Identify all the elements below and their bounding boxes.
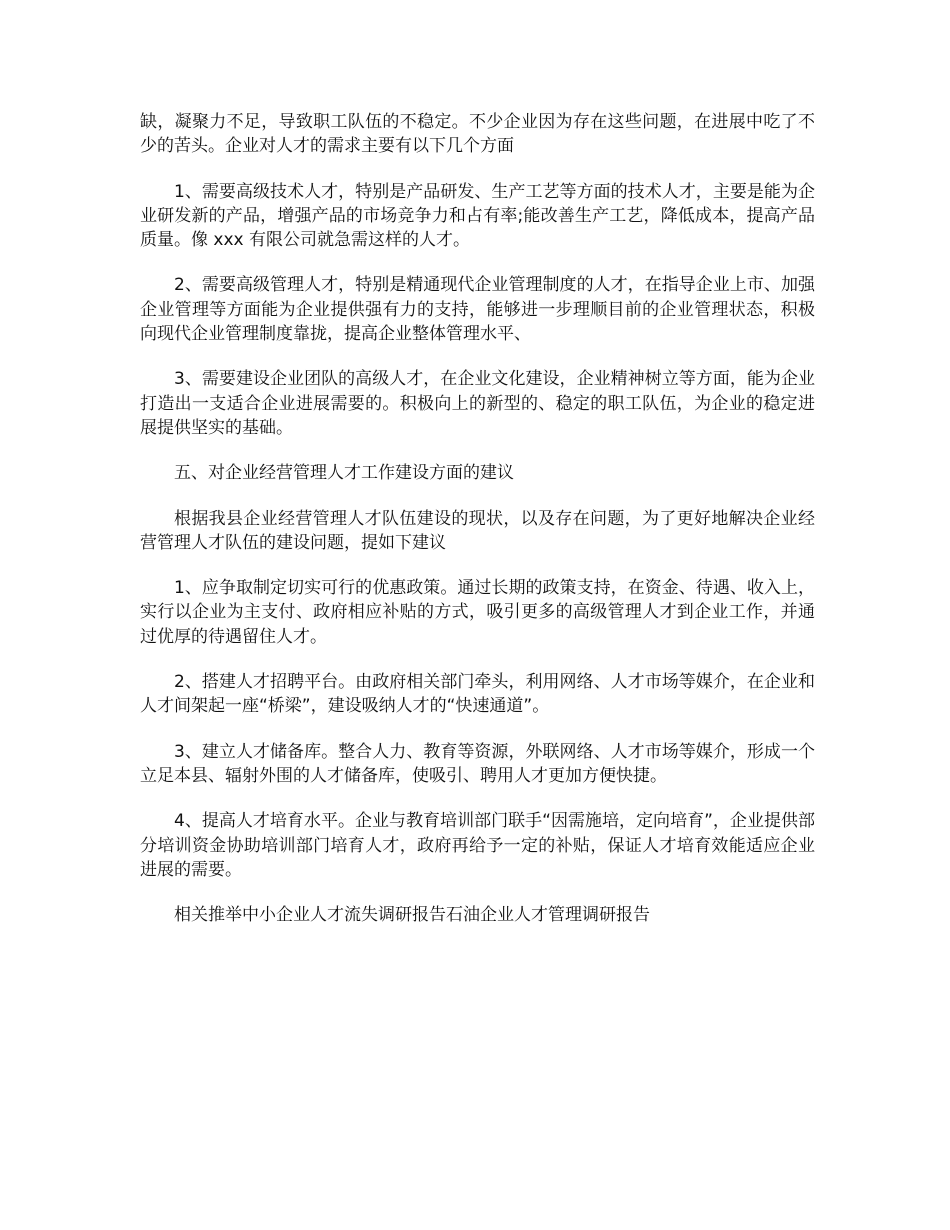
section-heading-suggestions: 五、对企业经营管理人才工作建设方面的建议 <box>174 463 514 484</box>
paragraph-need-management-talent: 2、需要高级管理人才，特别是精通现代企业管理制度的人才，在指导企业上市、加强企业管理等方面能为企业提供强有力的支持，能够进一步理顺目前的企业管理状态，积极向现代企业管理制度靠拢，提高企业整体管理水平、 <box>140 275 815 345</box>
paragraph-suggestion-recruitment: 2、搭建人才招聘平台。由政府相关部门牵头，利用网络、人才市场等媒介，在企业和人才间架起一座“桥梁”，建设吸纳人才的“快速通道”。 <box>140 672 815 717</box>
paragraph-need-technical-talent: 1、需要高级技术人才，特别是产品研发、生产工艺等方面的技术人才，主要是能为企业研发新的产品，增强产品的市场竞争力和占有率;能改善生产工艺，降低成本，提高产品质量。像 xxx 有限公司就急需这样的人才。 <box>140 181 815 251</box>
paragraph-need-team-talent: 3、需要建设企业团队的高级人才，在企业文化建设，企业精神树立等方面，能为企业打造出一支适合企业进展需要的。积极向上的新型的、稳定的职工队伍，为企业的稳定进展提供坚实的基础。 <box>140 369 815 438</box>
document-body <box>140 110 815 948</box>
paragraph-suggestions-intro: 根据我县企业经营管理人才队伍建设的现状，以及存在问题，为了更好地解决企业经营管理人才队伍的建设问题，提如下建议 <box>140 508 815 553</box>
paragraph-continuation: 缺，凝聚力不足，导致职工队伍的不稳定。不少企业因为存在这些问题，在进展中吃了不少的苦头。企业对人才的需求主要有以下几个方面 <box>140 112 815 157</box>
related-recommendations: 相关推举中小企业人才流失调研报告石油企业人才管理调研报告 <box>174 905 650 926</box>
paragraph-suggestion-reserve: 3、建立人才储备库。整合人力、教育等资源，外联网络、人才市场等媒介，形成一个立足本县、辐射外围的人才储备库，使吸引、聘用人才更加方便快捷。 <box>140 741 815 786</box>
paragraph-suggestion-policy: 1、应争取制定切实可行的优惠政策。通过长期的政策支持，在资金、待遇、收入上，实行以企业为主支付、政府相应补贴的方式，吸引更多的高级管理人才到企业工作，并通过优厚的待遇留住人才。 <box>140 578 815 647</box>
paragraph-suggestion-training: 4、提高人才培育水平。企业与教育培训部门联手“因需施培，定向培育”，企业提供部分培训资金协助培训部门培育人才，政府再给予一定的补贴，保证人才培育效能适应企业进展的需要。 <box>140 811 815 880</box>
